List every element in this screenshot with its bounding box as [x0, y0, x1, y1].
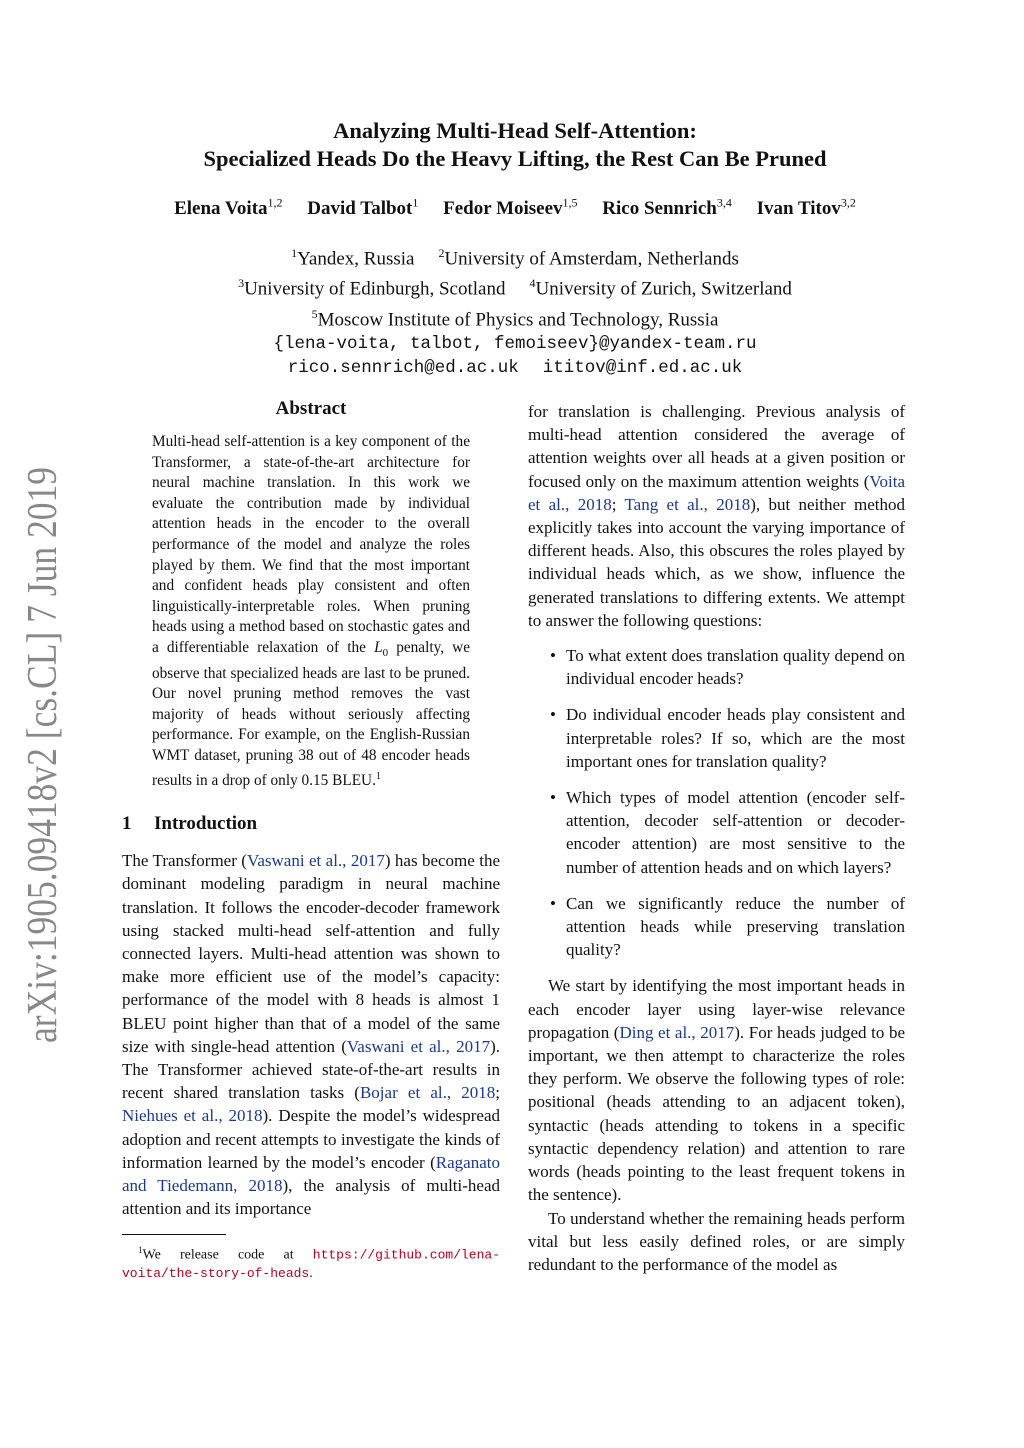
affiliations [100, 241, 930, 380]
section-title: Introduction [154, 813, 258, 835]
author-name: Ivan Titov [756, 198, 841, 220]
text-run: We start by identifying the most important heads in each encoder layer using layer-wise relevance propagation ( [528, 976, 905, 1042]
author-affiliation-mark: 1 [412, 196, 419, 210]
author-titov [757, 198, 856, 219]
author-name: Rico Sennrich [602, 198, 717, 220]
citation-year: 2017 [700, 1022, 735, 1042]
research-questions-list [528, 644, 905, 961]
author-voita [174, 198, 282, 219]
author-sennrich [602, 198, 732, 219]
text-run: ). The Transformer achieved state-of-the-art results in recent shared translation tasks ( [122, 1036, 500, 1103]
citation-year: 2018 [461, 1083, 496, 1103]
affiliation-mark: 5 [311, 306, 318, 321]
section-number: 1 [122, 813, 132, 835]
citation-year: 2017 [350, 851, 385, 871]
paper-title [100, 117, 930, 173]
arxiv-id-text: arXiv:1905.09418v2 [cs.CL] 7 Jun 2019 [20, 465, 66, 1043]
bullet-icon: • [550, 788, 556, 808]
question-text: Do individual encoder heads play consistent and interpretable roles? If so, which are the most important ones for translation quality? [566, 705, 905, 771]
math-symbol: L [374, 638, 383, 656]
text-run: ), but neither method explicitly takes into account the varying importance of different heads. Also, this obscures the roles played by individual heads which, as we show, influence the generated translations to differing extents. We attempt to answer the following questions: [528, 494, 906, 630]
email-line-1: {lena-voita, talbot, femoiseev}@yandex-team.ru [273, 333, 757, 354]
citation-year: 2018 [577, 494, 612, 514]
citation-author: Ding et al. [619, 1022, 692, 1042]
affiliation-mipt: Moscow Institute of Physics and Technology, Russia [317, 308, 719, 330]
citation-author: Bojar et al. [359, 1083, 447, 1103]
author-affiliation-mark: 1,5 [562, 196, 578, 210]
citation-author: Vaswani et al. [246, 851, 343, 871]
title-line-1: Analyzing Multi-Head Self-Attention: [333, 118, 697, 143]
citation-year: 2017 [456, 1036, 491, 1056]
author-list [100, 196, 930, 220]
abstract-part: Multi-head self-attention is a key component of the Transformer, a state-of-the-art architecture for neural machine translation. In this work we evaluate the contribution made by individual attention heads in the encoder to the overall performance of the model and analyze the roles played by them. We find that the most important and confident heads play consistent and often linguistically-interpretable roles. When pruning heads using a method based on stochastic gates and a differentiable relaxation of the [152, 433, 470, 656]
left-column [122, 398, 500, 1283]
abstract-part: penalty, we observe that specialized heads are last to be pruned. Our novel pruning method removes the vast majority of heads without seriously affecting performance. For example, on the English-Russian WMT dataset, pruning 38 out of 48 encoder heads results in a drop of only 0.15 BLEU. [152, 638, 470, 789]
author-talbot [307, 198, 418, 219]
text-run: ) has become the dominant modeling paradigm in neural machine translation. It follows the encoder-decoder framework using stacked multi-head self-attention and fully connected layers. Multi-head attention was shown to make more efficient use of the model’s capacity: performance of the model with 8 heads is almost 1 BLEU point higher than that of a model of the same size with single-head attention ( [122, 851, 500, 1056]
affiliation-zurich: University of Zurich, Switzerland [535, 278, 792, 300]
citation-ding-2017[interactable]: Ding et al., 2017 [619, 1022, 735, 1042]
citation-year: 2018 [248, 1176, 283, 1196]
list-item [528, 786, 905, 879]
list-item [528, 892, 905, 962]
bullet-icon: • [550, 893, 556, 913]
footnote-end: . [309, 1266, 313, 1282]
math-l0 [374, 638, 389, 659]
right-column [528, 400, 905, 1276]
author-name: Elena Voita [174, 198, 268, 220]
text-run: ). For heads judged to be important, we then attempt to characterize the roles they perform. We observe the following types of role: positional (heads attending to an adjacent token), syntactic (heads attending to tokens in a specific syntactic dependency relation) and attention to rare words (heads pointing to the least frequent tokens in the sentence). [528, 1022, 905, 1205]
citation-voita-2018[interactable]: Voita et al., 2018 [528, 471, 905, 514]
author-affiliation-mark: 1,2 [267, 196, 283, 210]
citation-raganato-2018[interactable]: Raganato and Tiedemann, 2018 [122, 1152, 500, 1196]
question-text: Can we significantly reduce the number of attention heads while preserving translation quality? [566, 893, 905, 960]
footnote-number: 1 [138, 1245, 143, 1256]
title-line-2: Specialized Heads Do the Heavy Lifting, the Rest Can Be Pruned [203, 146, 827, 171]
github-link[interactable]: https://github.com/lena-voita/the-story-of-heads [122, 1248, 500, 1282]
footnote-1 [122, 1241, 500, 1283]
bullet-icon: • [550, 705, 556, 725]
list-item [528, 703, 905, 773]
list-item [528, 644, 905, 690]
affiliation-yandex: Yandex, Russia [297, 248, 415, 270]
text-run: ), the analysis of multi-head attention and its importance [122, 1176, 500, 1219]
affiliation-line-2 [100, 271, 930, 301]
affiliation-line-3 [100, 302, 930, 332]
bullet-icon: • [550, 646, 556, 666]
footnote-divider [122, 1234, 226, 1235]
math-subscript: 0 [382, 646, 389, 659]
citation-niehues-2018[interactable]: Niehues et al., 2018 [122, 1106, 263, 1126]
citation-bojar-2018[interactable]: Bojar et al., 2018 [359, 1083, 496, 1103]
citation-vaswani-2017[interactable]: Vaswani et al., 2017 [246, 851, 385, 871]
author-name: Fedor Moiseev [443, 198, 563, 220]
author-affiliation-mark: 3,4 [716, 196, 732, 210]
affiliation-amsterdam: University of Amsterdam, Netherlands [444, 248, 739, 270]
affiliation-mark: 3 [238, 276, 245, 291]
right-paragraph-3: To understand whether the remaining heads perform vital but less easily defined roles, or are simply redundant to the performance of the model as [528, 1208, 905, 1274]
intro-paragraph-1: The Transformer (Vaswani et al., 2017) has become the dominant modeling paradigm in neural machine translation. It follows the encoder-decoder framework using stacked multi-head self-attention and fully connected layers. Multi-head attention was shown to make more efficient use of the model’s capacity: performance of the model with 8 heads is almost 1 BLEU point higher than that of a model of the same size with single-head attention (Vaswani et al., 2017). The Transformer achieved state-of-the-art results in recent shared translation tasks (Bojar et al., 2018; Niehues et al., 2018). Despite the model’s widespread adoption and recent attempts to investigate the kinds of information learned by the model’s encoder (Raganato and Tiedemann, 2018), the analysis of multi-head attention and its importance [122, 851, 501, 1219]
citation-author: Voita et al. [528, 471, 905, 514]
affiliation-mark: 1 [291, 246, 298, 260]
arxiv-sidebar-identifier [12, 465, 70, 1045]
email-line-2 [100, 356, 930, 380]
citation-year: 2018 [716, 494, 751, 514]
email-titov: ititov@inf.ed.ac.uk [542, 357, 743, 378]
author-affiliation-mark: 3,2 [840, 196, 856, 210]
citation-author: Raganato and Tiedemann [122, 1152, 500, 1196]
abstract-heading: Abstract [275, 398, 347, 419]
footnote-mark[interactable]: 1 [375, 770, 381, 782]
affiliation-mark: 4 [529, 276, 536, 291]
section-heading-introduction [122, 813, 500, 835]
citation-author: Niehues et al. [122, 1106, 219, 1126]
citation-tang-2018[interactable]: Tang et al., 2018 [624, 494, 751, 514]
author-moiseev [443, 198, 577, 219]
affiliation-edinburgh: University of Edinburgh, Scotland [244, 278, 506, 300]
text-run: The Transformer ( [122, 851, 247, 871]
question-text: Which types of model attention (encoder self-attention, decoder self-attention or decoder-encoder attention) are most sensitive to the number of attention heads and on which layers? [566, 788, 905, 877]
citation-vaswani-2017-b[interactable]: Vaswani et al., 2017 [346, 1036, 491, 1056]
author-name: David Talbot [307, 198, 413, 220]
abstract-text [152, 432, 470, 791]
citation-author: Vaswani et al. [346, 1036, 446, 1056]
question-text: To what extent does translation quality depend on individual encoder heads? [566, 646, 905, 689]
text-run: ). Despite the model’s widespread adoption and recent attempts to investigate the kinds of information learned by the model’s encoder ( [122, 1106, 501, 1172]
affiliation-line-1 [100, 241, 930, 271]
footnote-text: We release code at [142, 1248, 313, 1264]
right-paragraph-2 [528, 974, 905, 1206]
affiliation-mark: 2 [438, 246, 445, 260]
citation-year: 2018 [228, 1106, 263, 1126]
citation-author: Tang et al. [624, 494, 704, 514]
email-sennrich: rico.sennrich@ed.ac.uk [287, 357, 519, 378]
right-paragraph-1: for translation is challenging. Previous analysis of multi-head attention considered the average of attention weights over all heads at a given position or focused only on the maximum attention weights (Voita et al., 2018; Tang et al., 2018), but neither method explicitly takes into account the varying importance of different heads. Also, this obscures the roles played by individual heads which, as we show, influence the generated translations to differing extents. We attempt to answer the following questions: [528, 402, 906, 630]
text-run: for translation is challenging. Previous analysis of multi-head attention considered the average of attention weights over all heads at a given position or focused only on the maximum attention weights ( [528, 402, 905, 491]
